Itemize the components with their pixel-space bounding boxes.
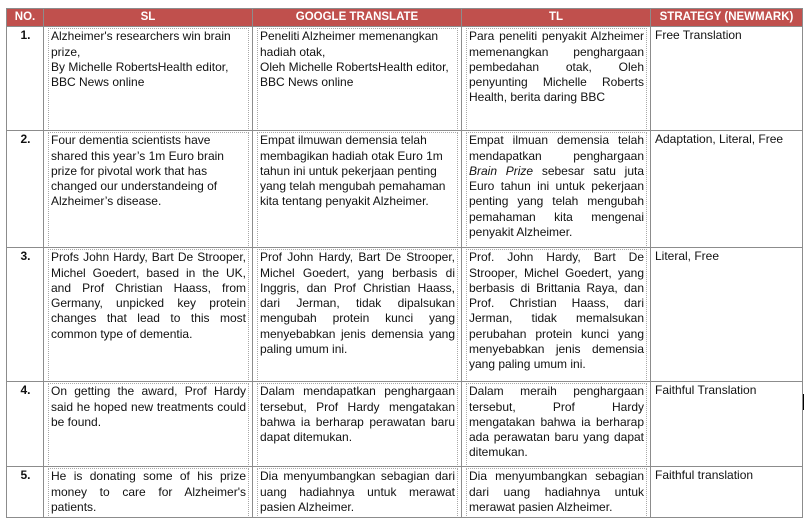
row-number: 5. xyxy=(7,467,44,518)
header-no: NO. xyxy=(7,9,44,27)
strategy-cell[interactable]: Literal, Free xyxy=(651,248,803,382)
table-row xyxy=(7,467,803,518)
header-tl: TL xyxy=(462,9,651,27)
header-strategy: STRATEGY (NEWMARK) xyxy=(651,9,803,27)
table-row xyxy=(7,248,803,382)
tl-cell[interactable] xyxy=(462,248,651,382)
gt-cell[interactable] xyxy=(253,248,462,382)
gt-text: Peneliti Alzheimer memenangkan hadiah otak, Oleh Michelle RobertsHealth editor, BBC News online xyxy=(257,28,458,131)
row-number: 3. xyxy=(7,248,44,382)
tl-text: Dalam meraih penghargaan tersebut, Prof Hardy mengatakan bahwa ia berharap ada perawatan baru yang dapat ditemukan. xyxy=(466,383,647,467)
sl-text: He is donating some of his prize money to care for Alzheimer's patients. xyxy=(48,468,249,518)
strategy-cell[interactable]: Faithful translation xyxy=(651,467,803,518)
table-row xyxy=(7,382,803,467)
tl-text: Prof. John Hardy, Bart De Strooper, Michel Goedert, yang berbasis di Brittania Raya, dan Prof. Christian Haass, dari Jerman, tidak memalsukan perubahan protein kunci yang menyebabkan jenis demensia yang paling umum ini. xyxy=(466,249,647,382)
gt-cell[interactable] xyxy=(253,382,462,467)
strategy-cell[interactable]: Free Translation xyxy=(651,27,803,131)
text-cursor xyxy=(803,394,804,410)
sl-text: On getting the award, Prof Hardy said he hoped new treatments could be found. xyxy=(48,383,249,467)
tl-text-post: sebesar satu juta Euro tahun ini untuk pekerjaan penting yang telah mengubah pemahaman kita mengenai penyakit Alzheimer. xyxy=(469,163,644,240)
translation-table xyxy=(6,8,803,518)
tl-text-pre: Empat ilmuan demensia telah mendapatkan penghargaan xyxy=(469,133,644,163)
tl-text: Dia menyumbangkan sebagian dari uang hadiahnya untuk merawat pasien Alzheimer. xyxy=(466,468,647,518)
row-number: 2. xyxy=(7,131,44,248)
header-row xyxy=(7,9,803,27)
strategy-cell[interactable]: Faithful Translation xyxy=(651,382,803,467)
sl-text: Alzheimer's researchers win brain prize, By Michelle RobertsHealth editor, BBC News online xyxy=(48,28,249,131)
tl-cell[interactable] xyxy=(462,131,651,248)
sl-cell[interactable] xyxy=(44,382,253,467)
sl-text: Profs John Hardy, Bart De Strooper, Michel Goedert, based in the UK, and Prof Christian Haass, from Germany, unpicked key protein changes that lead to this most common type of dementia. xyxy=(48,249,249,382)
table-row xyxy=(7,27,803,131)
gt-text: Prof John Hardy, Bart De Strooper, Michel Goedert, yang berbasis di Inggris, dan Prof Christian Haass, dari Jerman, tidak dipalsukan mengubah protein kunci yang menyebabkan jenis demensia yang paling umum ini. xyxy=(257,249,458,382)
tl-cell[interactable] xyxy=(462,382,651,467)
header-sl: SL xyxy=(44,9,253,27)
gt-cell[interactable] xyxy=(253,131,462,248)
row-number: 1. xyxy=(7,27,44,131)
gt-text: Dalam mendapatkan penghargaan tersebut, Prof Hardy mengatakan bahwa ia berharap perawatan baru dapat ditemukan. xyxy=(257,383,458,467)
gt-text: Empat ilmuwan demensia telah membagikan hadiah otak Euro 1m tahun ini untuk pekerjaan penting yang telah mengubah pemahaman kita tentang penyakit Alzheimer. xyxy=(257,132,458,248)
gt-cell[interactable] xyxy=(253,27,462,131)
gt-text: Dia menyumbangkan sebagian dari uang hadiahnya untuk merawat pasien Alzheimer. xyxy=(257,468,458,518)
tl-cell[interactable] xyxy=(462,467,651,518)
sl-cell[interactable] xyxy=(44,27,253,131)
gt-cell[interactable] xyxy=(253,467,462,518)
sl-cell[interactable] xyxy=(44,248,253,382)
strategy-cell[interactable]: Adaptation, Literal, Free xyxy=(651,131,803,248)
row-number: 4. xyxy=(7,382,44,467)
sl-cell[interactable] xyxy=(44,131,253,248)
tl-text-brain-prize: Brain Prize xyxy=(469,163,534,178)
header-google-translate: GOOGLE TRANSLATE xyxy=(253,9,462,27)
tl-text xyxy=(466,132,647,248)
table-row xyxy=(7,131,803,248)
tl-text: Para peneliti penyakit Alzheimer memenangkan penghargaan pembedahan otak, Oleh penyunting Michelle Roberts Health, berita daring BBC xyxy=(466,28,647,131)
sl-text: Four dementia scientists have shared this year’s 1m Euro brain prize for pivotal work that has changed our understandeing of Alzheimer’s disease. xyxy=(48,132,249,248)
tl-cell[interactable] xyxy=(462,27,651,131)
sl-cell[interactable] xyxy=(44,467,253,518)
